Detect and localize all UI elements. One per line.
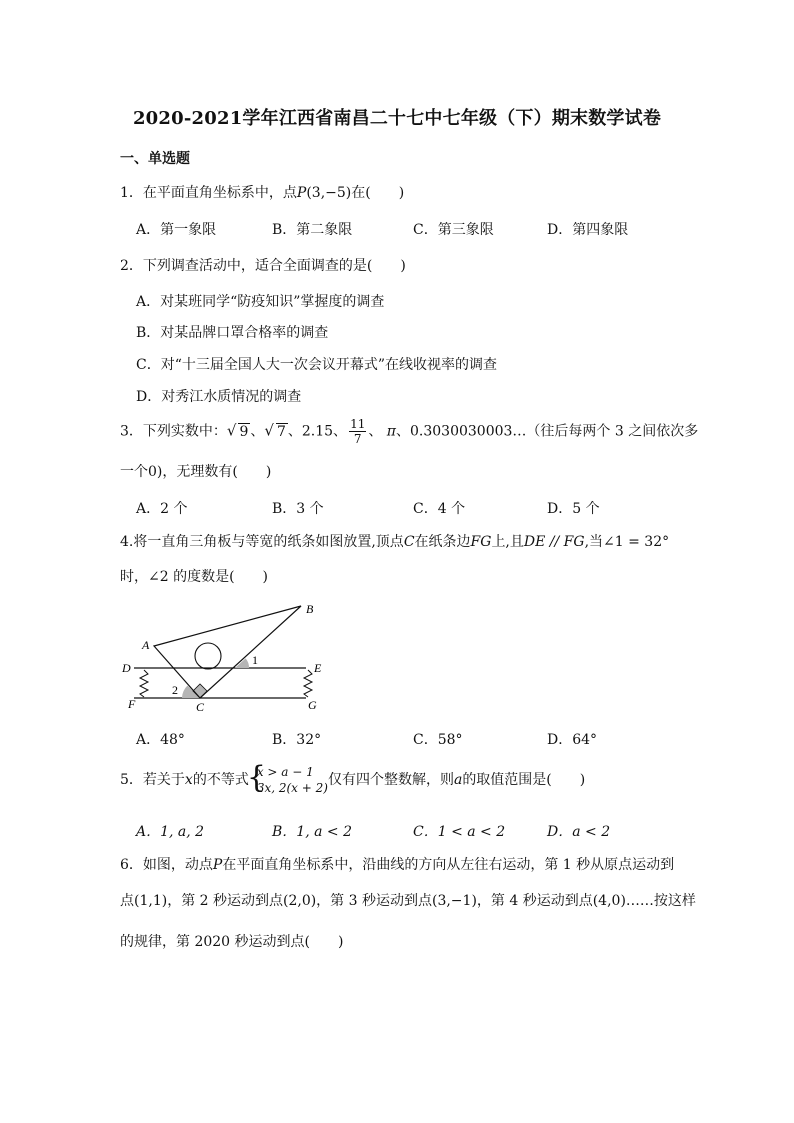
q4-stem-c: 上,且 <box>491 534 524 550</box>
q5-stem-b: 的不等式 <box>192 772 249 788</box>
left-break-mark <box>140 670 148 697</box>
q4-option-b: B．32° <box>272 732 322 748</box>
label-c: C <box>196 700 205 713</box>
question-3-stem-line1 <box>120 417 698 446</box>
triangle-strip-figure <box>120 598 340 713</box>
right-break-mark <box>304 670 312 697</box>
label-f: F <box>128 697 136 711</box>
q1-stem-b: (3,−5)在( ) <box>306 185 405 201</box>
q6-point-p: P <box>212 857 223 873</box>
q5-system-line2: 3x, 2(x + 2) <box>256 781 328 795</box>
q3-sep2: 、2.15、 <box>287 423 348 440</box>
question-6-stem-line2: 点(1,1)，第 2 秒运动到点(2,0)，第 3 秒运动到点(3,−1)，第 4 秒运动到点(4,0)……按这样 <box>120 893 696 909</box>
q5-option-a: A．1, a, 2 <box>136 824 205 840</box>
triangle-hole-circle <box>195 643 221 669</box>
q6-stem-a: 6．如图，动点 <box>120 857 213 873</box>
q1-stem-a: 1．在平面直角坐标系中，点 <box>120 185 297 201</box>
q5-inequality-system <box>249 764 328 796</box>
q5-var-x: x <box>184 772 193 788</box>
sqrt-symbol: √ <box>264 421 274 440</box>
q5-stem-c: 仅有四个整数解，则 <box>327 772 454 788</box>
q4-option-d: D．64° <box>547 732 598 748</box>
q4-stem-d: ,当∠1 = 32° <box>584 534 670 550</box>
q2-option-b: B．对某品牌口罩合格率的调查 <box>136 325 329 341</box>
q5-option-b: B．1, a < 2 <box>272 824 352 840</box>
q5-var-a: a <box>453 772 463 788</box>
q6-stem-b: 在平面直角坐标系中，沿曲线的方向从左往右运动，第 1 秒从原点运动到 <box>222 857 675 873</box>
label-b: B <box>306 602 314 616</box>
q1-option-a: A．第一象限 <box>136 222 217 238</box>
label-g: G <box>308 698 317 712</box>
q4-de-fg: DE // FG <box>523 534 585 550</box>
q1-option-c: C．第三象限 <box>413 222 494 238</box>
q3-option-b: B．3 个 <box>272 501 324 517</box>
q1-option-b: B．第二象限 <box>272 222 353 238</box>
question-6-stem-line3: 的规律，第 2020 秒运动到点( ) <box>120 934 344 950</box>
q3-sep1: 、 <box>250 423 265 440</box>
sqrt-symbol: √ <box>226 421 237 440</box>
q1-point-p: P <box>296 185 307 201</box>
question-2-stem: 2．下列调查活动中，适合全面调查的是( ) <box>120 258 406 274</box>
q5-option-d: D．a < 2 <box>547 824 611 840</box>
label-a: A <box>142 638 150 652</box>
q2-option-c: C．对“十三届全国人大一次会议开幕式”在线收视率的调查 <box>136 357 498 373</box>
q3-sqrt-7: 7 <box>276 423 286 440</box>
q2-option-d: D．对秀江水质情况的调查 <box>136 389 302 405</box>
question-4-stem-line2: 时，∠2 的度数是( ) <box>120 569 269 585</box>
question-5-stem <box>120 764 585 796</box>
question-4-stem-line1 <box>120 531 669 551</box>
q3-fraction-numerator: 11 <box>350 417 366 431</box>
q3-fraction <box>349 417 366 446</box>
page-title: 2020-2021学年江西省南昌二十七中七年级（下）期末数学试卷 <box>132 108 662 129</box>
q4-option-c: C．58° <box>413 732 463 748</box>
q4-stem-a: 4.将一直角三角板与等宽的纸条如图放置,顶点 <box>120 534 404 550</box>
label-angle-1: 1 <box>252 653 258 667</box>
q4-fg: FG <box>470 534 492 550</box>
q5-stem-d: 的取值范围是( ) <box>462 772 586 788</box>
q3-sqrt-9: 9 <box>239 423 249 440</box>
label-d: D <box>122 661 131 675</box>
label-angle-2: 2 <box>172 683 178 697</box>
q4-option-a: A．48° <box>136 732 185 748</box>
q2-option-a: A．对某班同学“防疫知识”掌握度的调查 <box>136 294 385 310</box>
q3-option-c: C．4 个 <box>413 501 466 517</box>
q3-option-a: A．2 个 <box>136 501 188 517</box>
question-1-stem <box>120 182 404 202</box>
q5-option-c: C．1 < a < 2 <box>413 824 506 840</box>
q3-option-d: D．5 个 <box>547 501 600 517</box>
q4-vertex-c: C <box>403 534 415 550</box>
q3-pi: π <box>386 423 396 440</box>
q3-fraction-denominator: 7 <box>353 432 362 446</box>
question-3-stem-line2: 一个0)，无理数有( ) <box>120 464 272 480</box>
q3-stem-b: 、0.3030030003…（往后每两个 3 之间依次多 <box>396 423 699 440</box>
q1-option-d: D．第四象限 <box>547 222 629 238</box>
q5-system-line1: { x > a − 1 <box>256 765 314 779</box>
q3-sep3: 、 <box>368 423 383 440</box>
question-6-stem-line1 <box>120 854 674 874</box>
label-e: E <box>314 661 322 675</box>
q3-stem-a: 3．下列实数中： <box>120 423 227 440</box>
section-heading: 一、单选题 <box>120 151 190 167</box>
q4-stem-b: 在纸条边 <box>414 534 471 550</box>
q5-stem-a: 5．若关于 <box>120 772 185 788</box>
